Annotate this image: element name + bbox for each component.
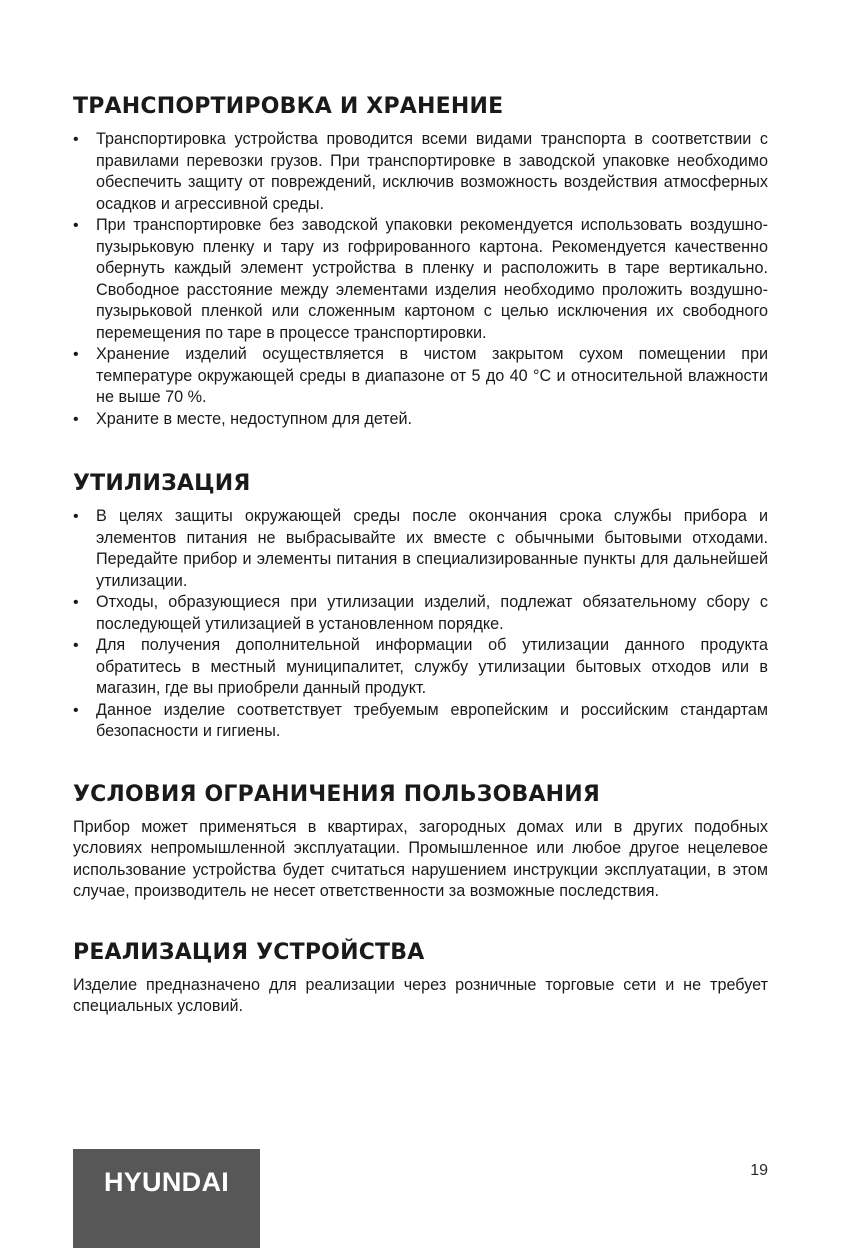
list-item-text: Хранение изделий осуществляется в чистом закрытом сухом помещении при температуре окружающей среды в диапазоне от 5 до 40 °С и относительной влажности не выше 70 %. — [96, 345, 768, 406]
transport-list — [73, 129, 768, 430]
page-number: 19 — [750, 1162, 768, 1179]
usage-paragraph: Прибор может применяться в квартирах, загородных домах или в других подобных условиях непромышленной эксплуатации. Промышленное или любое другое нецелевое использование устройства будет считаться нарушением инструкции эксплуатации, в этом случае, производитель не несет ответственности за возможные последствия. — [73, 817, 768, 900]
disposal-list — [73, 506, 768, 743]
bullet-icon: • — [73, 217, 79, 234]
brand-logo-text: HYUNDAI — [103, 1167, 230, 1197]
section-title-usage: УСЛОВИЯ ОГРАНИЧЕНИЯ ПОЛЬЗОВАНИЯ — [73, 781, 601, 807]
list-item-text: При транспортировке без заводской упаковки рекомендуется использовать воздушно-пузырьковую пленку и тару из гофрированного картона. Рекомендуется качественно обернуть каждый элемент устройства в пленку и расположить в таре вертикально. Свободное расстояние между элементами изделия необходимо проложить воздушно-пузырьковой пленкой или сложенным картоном с целью исключения их свободного перемещения по таре в процессе транспортировки. — [96, 216, 768, 342]
list-item-text: В целях защиты окружающей среды после окончания срока службы прибора и элементов питания не выбрасывайте их вместе с обычными бытовыми отходами. Передайте прибор и элементы питания в специализированные пункты для дальнейшей утилизации. — [96, 507, 768, 590]
bullet-icon: • — [73, 346, 79, 363]
brand-logo — [73, 1149, 260, 1248]
section-title-sales: РЕАЛИЗАЦИЯ УСТРОЙСТВА — [73, 939, 425, 965]
list-item-text: Отходы, образующиеся при утилизации изделий, подлежат обязательному сбору с последующей утилизацией в установленном порядке. — [96, 593, 768, 633]
page-content — [73, 93, 768, 1018]
section-title-transport: ТРАНСПОРТИРОВКА И ХРАНЕНИЕ — [73, 94, 504, 119]
list-item — [73, 215, 768, 344]
list-item — [73, 344, 768, 409]
list-item-text: Данное изделие соответствует требуемым европейским и российским стандартам безопасности и гигиены. — [96, 700, 768, 740]
list-item — [73, 592, 768, 635]
list-item-text: Для получения дополнительной информации об утилизации данного продукта обратитесь в местный муниципалитет, службу утилизации бытовых отходов или в магазин, где вы приобрели данный продукт. — [96, 636, 768, 697]
list-item — [73, 129, 768, 215]
list-item — [73, 506, 768, 592]
list-item — [73, 635, 768, 700]
bullet-icon: • — [73, 131, 79, 148]
bullet-icon: • — [73, 637, 79, 654]
bullet-icon: • — [73, 508, 79, 525]
list-item-text: Транспортировка устройства проводится всеми видами транспорта в соответствии с правилами перевозки грузов. При транспортировке в заводской упаковке необходимо обеспечить защиту от повреждений, исключив возможность воздействия атмосферных осадков и агрессивной среды. — [96, 130, 768, 213]
list-item-text: Храните в месте, недоступном для детей. — [96, 409, 413, 428]
list-item — [73, 700, 768, 743]
sales-paragraph: Изделие предназначено для реализации через розничные торговые сети и не требует специальных условий. — [73, 975, 768, 1015]
section-title-disposal: УТИЛИЗАЦИЯ — [73, 471, 251, 496]
bullet-icon: • — [73, 594, 79, 611]
bullet-icon: • — [73, 410, 79, 428]
list-item — [73, 409, 768, 431]
bullet-icon: • — [73, 701, 79, 719]
